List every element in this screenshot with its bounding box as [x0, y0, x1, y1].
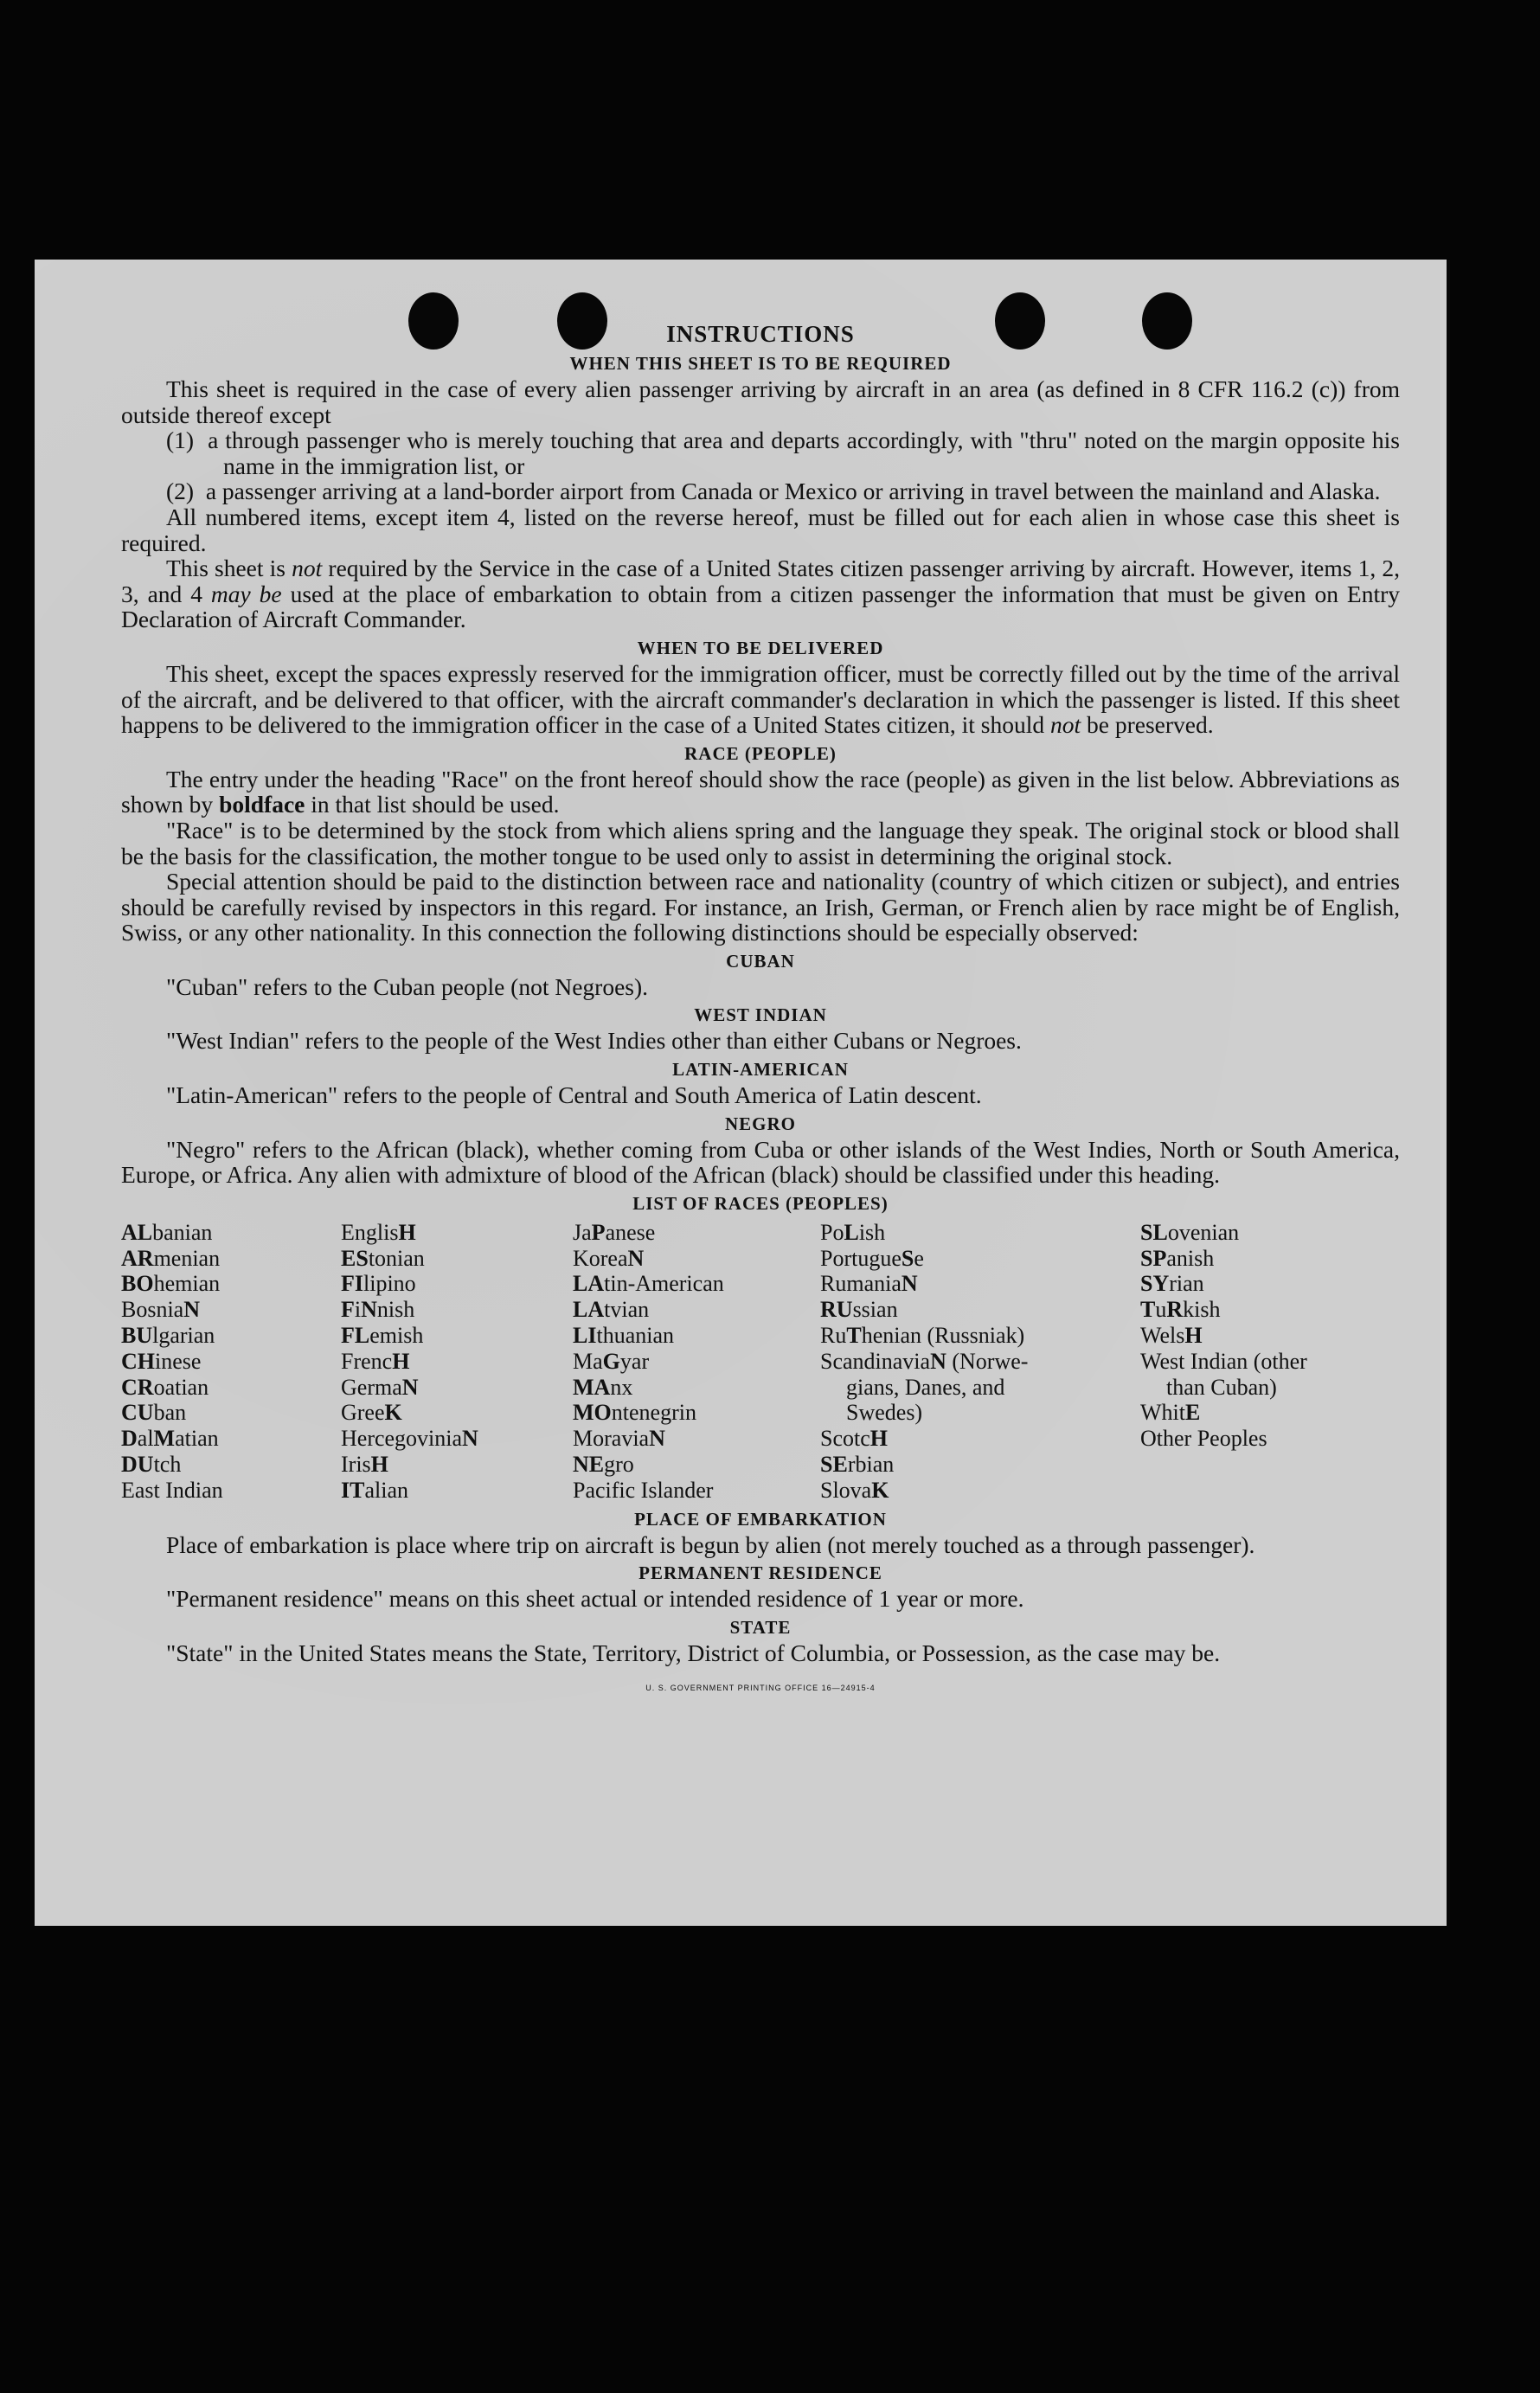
- race-text: nish: [376, 1297, 415, 1323]
- race-text: lipino: [363, 1271, 416, 1297]
- race-abbreviation: SL: [1140, 1219, 1168, 1245]
- race-text: ovenian: [1167, 1219, 1240, 1245]
- race-abbreviation: S: [901, 1245, 914, 1271]
- race-text: ssian: [852, 1297, 898, 1323]
- race-text: tonian: [368, 1245, 425, 1271]
- race-abbreviation: FL: [341, 1323, 370, 1349]
- emphasis: not: [292, 555, 323, 582]
- race-text: Scotc: [820, 1426, 870, 1452]
- item-number: (2): [166, 478, 195, 505]
- race-entry: [820, 1297, 1140, 1323]
- race-entry: [573, 1323, 820, 1349]
- race-text: emish: [369, 1323, 424, 1349]
- race-abbreviation: K: [871, 1477, 889, 1503]
- paragraph: "Negro" refers to the African (black), whether coming from Cuba or other islands of the West Indies, North or South America, Europe, or Africa. Any alien with admixture of blood of the African (black) should be classified under this heading.: [121, 1135, 1400, 1189]
- race-text: gro: [604, 1452, 634, 1478]
- race-text: Germa: [341, 1374, 402, 1400]
- section-heading-list-of-races: LIST OF RACES (PEOPLES): [632, 1192, 889, 1214]
- race-text: oatian: [153, 1374, 209, 1400]
- race-entry: [341, 1452, 573, 1478]
- race-abbreviation: LA: [573, 1297, 605, 1323]
- race-column: [121, 1220, 341, 1504]
- race-text: anese: [605, 1219, 656, 1245]
- race-text: nx: [610, 1374, 633, 1400]
- race-entry: [573, 1426, 820, 1452]
- section-heading-residence: PERMANENT RESIDENCE: [638, 1562, 882, 1584]
- section-heading-when-delivered: WHEN TO BE DELIVERED: [637, 637, 884, 658]
- race-abbreviation: LA: [573, 1271, 605, 1297]
- race-text: (Norwe-: [946, 1348, 1029, 1374]
- text: used at the place of embarkation to obtain from a citizen passenger the information that must be given on Entry Declaration of Aircraft Commander.: [121, 580, 1400, 633]
- race-abbreviation: LI: [573, 1323, 597, 1349]
- race-list: [121, 1220, 1400, 1504]
- race-text: Korea: [573, 1245, 628, 1271]
- race-entry: [1140, 1349, 1391, 1375]
- race-entry: [1140, 1400, 1391, 1426]
- instruction-sheet: [35, 260, 1447, 1926]
- paragraph: [121, 661, 1400, 738]
- section-heading-embarkation: PLACE OF EMBARKATION: [634, 1508, 887, 1530]
- section-heading-west-indian: WEST INDIAN: [694, 1004, 827, 1026]
- race-entry: [341, 1323, 573, 1349]
- race-text: East Indian: [121, 1477, 223, 1503]
- race-text: ish: [858, 1219, 886, 1245]
- race-abbreviation: R: [1166, 1297, 1184, 1323]
- race-abbreviation: P: [591, 1219, 606, 1245]
- race-text: Bosnia: [121, 1297, 184, 1323]
- race-entry: [573, 1246, 820, 1272]
- race-text: Moravia: [573, 1426, 650, 1452]
- race-abbreviation: MO: [573, 1400, 612, 1426]
- race-column: [820, 1220, 1140, 1504]
- section-heading-state: STATE: [729, 1616, 792, 1638]
- race-entry: [121, 1220, 341, 1246]
- race-text: alian: [364, 1477, 408, 1503]
- race-entry: [341, 1220, 573, 1246]
- race-entry: [341, 1478, 573, 1504]
- race-entry: [820, 1452, 1140, 1478]
- paragraph: "Permanent residence" means on this sheet actual or intended residence of 1 year or more.: [166, 1585, 1024, 1613]
- race-abbreviation: N: [901, 1271, 918, 1297]
- race-entry: [121, 1426, 341, 1452]
- race-entry: [1140, 1375, 1391, 1401]
- race-entry: [341, 1400, 573, 1426]
- race-abbreviation: M: [153, 1426, 176, 1452]
- race-text: Other Peoples: [1140, 1426, 1267, 1452]
- race-text: Frenc: [341, 1348, 393, 1374]
- race-entry: [1140, 1271, 1391, 1297]
- printer-imprint: U. S. GOVERNMENT PRINTING OFFICE 16—24915-4: [645, 1684, 876, 1693]
- emphasis: may be: [210, 580, 282, 607]
- race-column: [1140, 1220, 1391, 1504]
- race-abbreviation: SY: [1140, 1271, 1170, 1297]
- race-entry: [341, 1297, 573, 1323]
- race-column: [573, 1220, 820, 1504]
- race-text: Rumania: [820, 1271, 902, 1297]
- race-abbreviation: D: [121, 1426, 138, 1452]
- race-entry: [820, 1323, 1140, 1349]
- race-text: Scandinavia: [820, 1348, 931, 1374]
- race-text: rbian: [847, 1452, 895, 1478]
- race-text: ban: [153, 1400, 187, 1426]
- race-abbreviation: N: [183, 1297, 201, 1323]
- race-abbreviation: L: [844, 1219, 859, 1245]
- race-text: henian (Russniak): [861, 1323, 1025, 1349]
- race-entry: [573, 1452, 820, 1478]
- race-text: hemian: [153, 1271, 221, 1297]
- race-entry: [820, 1400, 1140, 1426]
- paragraph: All numbered items, except item 4, listed on the reverse hereof, must be filled out for each alien in whose case this sheet is required.: [121, 503, 1400, 556]
- race-entry: [341, 1271, 573, 1297]
- race-text: Ma: [573, 1348, 603, 1374]
- paragraph: This sheet is required in the case of every alien passenger arriving by aircraft in an area (as defined in 8 CFR 116.2 (c)) from outside thereof except: [121, 375, 1400, 428]
- race-text: Po: [820, 1219, 844, 1245]
- race-entry: [121, 1375, 341, 1401]
- section-heading-race: RACE (PEOPLE): [684, 742, 837, 764]
- race-text: inese: [155, 1348, 202, 1374]
- race-abbreviation: N: [401, 1374, 419, 1400]
- race-abbreviation: N: [649, 1426, 665, 1452]
- race-abbreviation: BO: [121, 1271, 154, 1297]
- race-abbreviation: N: [930, 1348, 946, 1374]
- section-heading-negro: NEGRO: [724, 1113, 796, 1134]
- race-text: West Indian (other: [1140, 1348, 1307, 1374]
- race-abbreviation: N: [627, 1245, 645, 1271]
- race-entry: [573, 1478, 820, 1504]
- race-abbreviation: ES: [341, 1245, 369, 1271]
- race-text: Ru: [820, 1323, 847, 1349]
- race-abbreviation: N: [361, 1297, 377, 1323]
- race-text: tin-American: [604, 1271, 724, 1297]
- race-text: Whit: [1140, 1400, 1185, 1426]
- race-entry: [121, 1452, 341, 1478]
- race-abbreviation: G: [602, 1348, 620, 1374]
- section-heading-when-required: WHEN THIS SHEET IS TO BE REQUIRED: [569, 353, 952, 374]
- race-text: anish: [1166, 1245, 1215, 1271]
- race-abbreviation: N: [462, 1426, 478, 1452]
- emphasis: not: [1049, 711, 1081, 739]
- race-text: e: [914, 1245, 924, 1271]
- race-text: yar: [619, 1348, 650, 1374]
- race-text: tch: [153, 1452, 182, 1478]
- race-abbreviation: SE: [820, 1452, 848, 1478]
- race-entry: [121, 1349, 341, 1375]
- race-abbreviation: RU: [820, 1297, 853, 1323]
- race-entry: [573, 1375, 820, 1401]
- race-text: Ja: [573, 1219, 592, 1245]
- race-entry: [573, 1220, 820, 1246]
- item-number: (1): [166, 427, 195, 454]
- race-text: Iris: [341, 1452, 371, 1478]
- paragraph: "Cuban" refers to the Cuban people (not Negroes).: [166, 972, 649, 1000]
- race-text: banian: [152, 1219, 213, 1245]
- race-entry: [121, 1246, 341, 1272]
- race-entry: [121, 1271, 341, 1297]
- race-abbreviation: K: [384, 1400, 402, 1426]
- race-text: Wels: [1140, 1323, 1185, 1349]
- race-text: menian: [153, 1245, 221, 1271]
- race-text: Slova: [820, 1477, 872, 1503]
- race-entry: [121, 1323, 341, 1349]
- paragraph: "West Indian" refers to the people of the West Indies other than either Cubans or Negroes.: [166, 1027, 1022, 1055]
- race-entry: [341, 1349, 573, 1375]
- race-entry: [121, 1297, 341, 1323]
- race-text: Hercegovinia: [341, 1426, 463, 1452]
- page-title: INSTRUCTIONS: [666, 321, 855, 347]
- race-abbreviation: H: [1184, 1323, 1203, 1349]
- race-abbreviation: H: [370, 1452, 388, 1478]
- race-entry: [820, 1246, 1140, 1272]
- bold-text: boldface: [219, 791, 305, 818]
- text: The entry under the heading "Race" on the front hereof should show the race (people) as given in the list below. Abbreviations as shown by: [121, 765, 1400, 818]
- race-entry: [1140, 1246, 1391, 1272]
- text: be preserved.: [1081, 711, 1214, 739]
- race-abbreviation: F: [341, 1297, 355, 1323]
- race-abbreviation: AL: [121, 1219, 153, 1245]
- race-abbreviation: CU: [121, 1400, 154, 1426]
- race-text: Gree: [341, 1400, 385, 1426]
- race-text: kish: [1183, 1297, 1221, 1323]
- race-entry: [1140, 1297, 1391, 1323]
- text: This sheet is: [166, 555, 292, 582]
- document-body: [121, 320, 1400, 1702]
- paragraph: "Latin-American" refers to the people of Central and South America of Latin descent.: [166, 1081, 982, 1109]
- paragraph: Place of embarkation is place where trip on aircraft is begun by alien (not merely touched as a through passenger).: [166, 1530, 1255, 1558]
- race-entry: [341, 1246, 573, 1272]
- race-entry: [820, 1220, 1140, 1246]
- race-entry: [573, 1271, 820, 1297]
- race-entry: [573, 1349, 820, 1375]
- race-text: thuanian: [596, 1323, 674, 1349]
- race-text: tvian: [604, 1297, 650, 1323]
- paragraph: "State" in the United States means the State, Territory, District of Columbia, or Possession, as the case may be.: [166, 1639, 1221, 1666]
- race-entry: [820, 1271, 1140, 1297]
- race-abbreviation: T: [1140, 1297, 1156, 1323]
- race-entry: [820, 1426, 1140, 1452]
- race-entry: [341, 1426, 573, 1452]
- text: in that list should be used.: [305, 791, 560, 818]
- race-text: Swedes): [846, 1400, 923, 1426]
- race-abbreviation: CH: [121, 1348, 155, 1374]
- text: required by the Service in the case of a United States citizen passenger arriving by aircraft. However, items 1, 2, 3, and 4: [121, 555, 1400, 607]
- section-heading-latin-american: LATIN-AMERICAN: [672, 1059, 849, 1081]
- race-text: al: [137, 1426, 154, 1452]
- race-entry: [1140, 1426, 1391, 1452]
- race-entry: [1140, 1220, 1391, 1246]
- item-text: a through passenger who is merely touching that area and departs accordingly, with "thru" noted on the margin opposite his name in the immigration list, or: [208, 427, 1400, 479]
- race-column: [341, 1220, 573, 1504]
- race-abbreviation: H: [869, 1426, 888, 1452]
- race-text: Portugue: [820, 1245, 902, 1271]
- race-entry: [121, 1478, 341, 1504]
- race-text: Pacific Islander: [573, 1477, 714, 1503]
- race-text: rian: [1169, 1271, 1204, 1297]
- race-entry: [121, 1400, 341, 1426]
- race-entry: [341, 1375, 573, 1401]
- text: This sheet, except the spaces expressly reserved for the immigration officer, must be correctly filled out by the time of the arrival of the aircraft, and be delivered to that officer, with the aircraft commander's declaration in which the passenger is listed. If this sheet happens to be delivered to the immigration officer in the case of a United States citizen, it should: [121, 659, 1400, 739]
- paragraph: [121, 767, 1400, 818]
- race-entry: [820, 1375, 1140, 1401]
- race-abbreviation: E: [1185, 1400, 1201, 1426]
- paragraph: "Race" is to be determined by the stock from which aliens spring and the language they speak. The original stock or blood shall be the basis for the classification, the mother tongue to be used only to assist in determining the original stock.: [121, 816, 1400, 869]
- race-text: gians, Danes, and: [846, 1374, 1005, 1400]
- race-entry: [1140, 1323, 1391, 1349]
- race-entry: [820, 1478, 1140, 1504]
- race-abbreviation: CR: [121, 1374, 154, 1400]
- race-text: ntenegrin: [611, 1400, 696, 1426]
- race-entry: [573, 1297, 820, 1323]
- list-item: [121, 478, 1400, 504]
- race-abbreviation: AR: [121, 1245, 154, 1271]
- race-abbreviation: BU: [121, 1323, 153, 1349]
- race-text: lgarian: [152, 1323, 215, 1349]
- race-abbreviation: DU: [121, 1452, 154, 1478]
- race-text: u: [1155, 1297, 1167, 1323]
- race-text: Englis: [341, 1219, 399, 1245]
- section-heading-cuban: CUBAN: [726, 950, 795, 972]
- race-text: atian: [175, 1426, 219, 1452]
- race-abbreviation: IT: [341, 1477, 365, 1503]
- race-abbreviation: FI: [341, 1271, 363, 1297]
- paragraph: [121, 555, 1400, 632]
- race-abbreviation: SP: [1140, 1245, 1167, 1271]
- race-abbreviation: MA: [573, 1374, 611, 1400]
- paragraph: Special attention should be paid to the distinction between race and nationality (country of which citizen or subject), and entries should be carefully revised by inspectors in this regard. For instance, an Irish, German, or French alien by race might be of English, Swiss, or any other nationality. In this connection the following distinctions should be especially observed:: [121, 868, 1400, 946]
- race-abbreviation: H: [392, 1348, 410, 1374]
- race-text: than Cuban): [1166, 1374, 1277, 1400]
- race-abbreviation: H: [398, 1219, 416, 1245]
- race-entry: [820, 1349, 1140, 1375]
- race-abbreviation: T: [846, 1323, 862, 1349]
- race-entry: [573, 1400, 820, 1426]
- race-abbreviation: NE: [573, 1452, 605, 1478]
- race-text: i: [354, 1297, 362, 1323]
- item-text: a passenger arriving at a land-border airport from Canada or Mexico or arriving in travel between the mainland and Alaska.: [205, 478, 1381, 505]
- list-item: [121, 427, 1400, 478]
